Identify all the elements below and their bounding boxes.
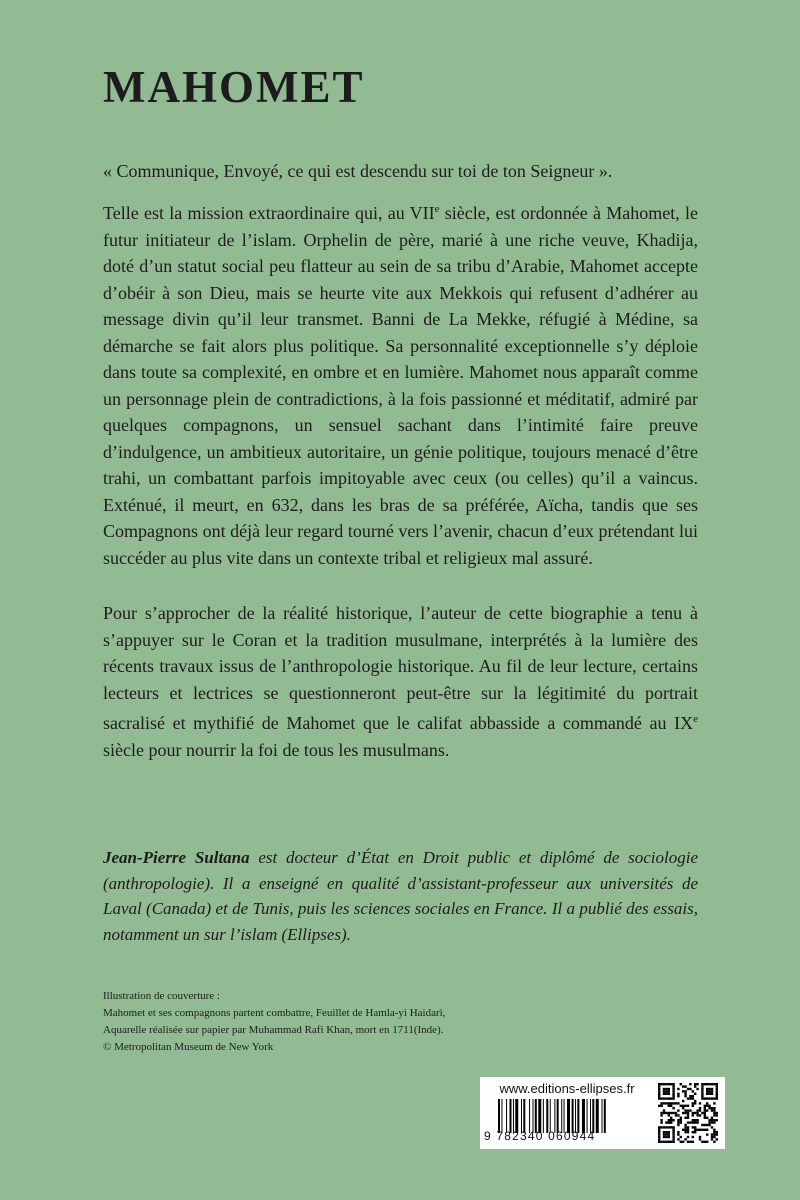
opening-quote: « Communique, Envoyé, ce qui est descendu sur toi de ton Seigneur ». <box>103 161 613 181</box>
publisher-website: www.editions-ellipses.fr <box>499 1081 635 1096</box>
barcode-icon <box>498 1099 648 1133</box>
credits-line: © Metropolitan Museum de New York <box>103 1041 274 1053</box>
author-name: Jean-Pierre Sultana <box>103 848 250 867</box>
summary-paragraph-1 <box>103 196 698 571</box>
author-bio <box>103 845 698 947</box>
summary-paragraph-2 <box>103 600 698 763</box>
credits-line: Aquarelle réalisée sur papier par Muhammad Rafi Khan, mort en 1711(Inde). <box>103 1024 444 1036</box>
credits-line: Mahomet et ses compagnons partent combattre, Feuillet de Hamla-yi Haidari, <box>103 1007 446 1019</box>
credits-line: Illustration de couverture : <box>103 990 220 1002</box>
author-bio-text: est docteur d’État en Droit public et diplômé de sociologie (anthropologie). Il a enseigné en qualité d’assistant-professeur aux universités de Laval (Canada) et de Tunis, puis les sciences sociales en France. Il a publié des essais, notamment un sur l’islam (Ellipses). <box>103 848 698 944</box>
barcode-panel <box>480 1077 725 1149</box>
paragraph-2-text-b: siècle pour nourrir la foi de tous les musulmans. <box>103 739 450 760</box>
book-title: MAHOMET <box>103 62 365 112</box>
paragraph-2-superscript: e <box>693 713 698 725</box>
qr-code-icon <box>658 1083 718 1143</box>
isbn-number: 9 782340 060944 <box>484 1129 596 1143</box>
paragraph-1-text-a: Telle est la mission extraordinaire qui, au VII <box>103 203 435 223</box>
paragraph-2-text-a: Pour s’approcher de la réalité historique, l’auteur de cette biographie a tenu à s’appuyer sur le Coran et la tradition musulmane, interprétés à la lumière des récents travaux issus de l’anthropologie historique. Au fil de leur lecture, certains lecteurs et lectrices se questionneront peut-être sur la légitimité du portrait sacralisé et mythifié de Mahomet que le califat abbasside a commandé au IX <box>103 603 698 733</box>
paragraph-1-superscript: e <box>434 203 440 215</box>
illustration-credits <box>103 988 623 1056</box>
paragraph-1-text-b: siècle, est ordonnée à Mahomet, le futur initiateur de l’islam. Orphelin de père, marié à une riche veuve, Khadija, doté d’un statut social peu flatteur au sein de sa tribu d’Arabie, Mahomet accepte d’obéir à son Dieu, mais se heurte vite aux Mekkois qui refusent d’adhérer au message divin qu’il leur transmet. Banni de La Mekke, réfugié à Médine, sa démarche se fait alors plus politique. Sa personnalité exceptionnelle s’y déploie dans toute sa complexité, en ombre et en lumière. Mahomet nous apparaît comme un personnage plein de contradictions, à la fois passionné et méditatif, admiré par quelques compagnons, un sensuel sachant dans l’intimité faire preuve d’indulgence, un ambitieux autoritaire, un génie politique, toujours menacé d’être trahi, un combattant parfois impitoyable avec ceux (ou celles) qu’il a vaincus. Exténué, il meurt, en 632, dans les bras de sa préférée, Aïcha, tandis que ses Compagnons ont déjà leur regard tourné vers l’avenir, chacun d’eux prétendant lui succéder au plus vite dans un contexte tribal et religieux mal assuré. <box>103 203 698 568</box>
